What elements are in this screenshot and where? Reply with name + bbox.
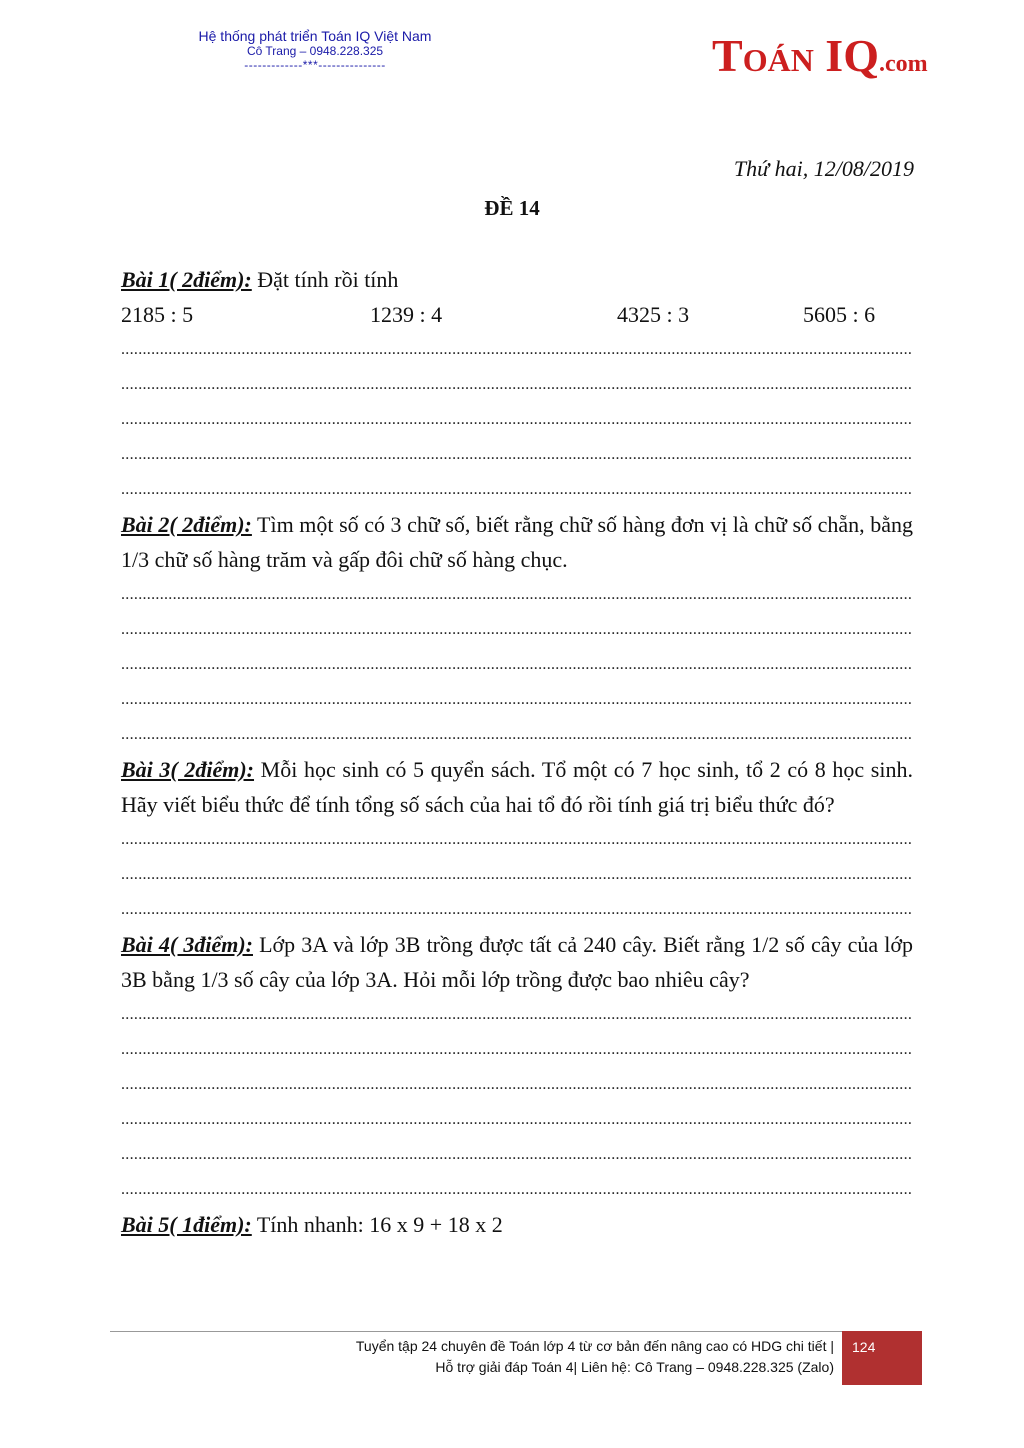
answer-line xyxy=(121,1102,913,1137)
problem-2 xyxy=(121,507,913,577)
answer-line xyxy=(121,472,913,507)
answer-line xyxy=(121,577,913,612)
calc-4: 5605 : 6 xyxy=(803,302,876,327)
footer-line-2: Hỗ trợ giải đáp Toán 4| Liên hệ: Cô Trang – 0948.228.325 (Zalo) xyxy=(435,1359,834,1375)
calc-2: 1239 : 4 xyxy=(370,302,443,327)
problem-3-text: Mỗi học sinh có 5 quyển sách. Tổ một có 7 học sinh, tổ 2 có 8 học sinh. Hãy viết biểu thức để tính tổng số sách của hai tổ đó rồi tính giá trị biểu thức đó? xyxy=(121,757,913,817)
answer-line xyxy=(121,857,913,892)
logo-dotcom: .com xyxy=(878,51,928,77)
answer-line xyxy=(121,822,913,857)
answer-line xyxy=(121,332,913,367)
logo-iq: IQ xyxy=(813,30,879,81)
exam-content xyxy=(121,262,913,1242)
page-number-box xyxy=(842,1331,922,1385)
answer-line xyxy=(121,1137,913,1172)
org-contact: Cô Trang – 0948.228.325 xyxy=(246,44,384,58)
calc-1: 2185 : 5 xyxy=(121,302,194,327)
problem-2-label: Bài 2( 2điểm): xyxy=(121,512,252,537)
page-number: 124 xyxy=(852,1339,876,1355)
logo-letter-t: T xyxy=(712,30,743,81)
footer-text xyxy=(356,1336,834,1378)
problem-3-label: Bài 3( 2điểm): xyxy=(121,757,255,782)
answer-line xyxy=(121,682,913,717)
answer-line xyxy=(121,437,913,472)
problem-4-label: Bài 4( 3điểm): xyxy=(121,932,253,957)
logo-oan: OÁN xyxy=(742,42,814,78)
answer-line xyxy=(121,892,913,927)
exam-date: Thứ hai, 12/08/2019 xyxy=(733,156,914,181)
problem-2-text: Tìm một số có 3 chữ số, biết rằng chữ số hàng đơn vị là chữ số chẵn, bằng 1/3 chữ số hàng trăm và gấp đôi chữ số hàng chục. xyxy=(121,512,913,572)
exam-title: ĐỀ 14 xyxy=(484,196,540,220)
header-organization xyxy=(150,28,480,72)
answer-line xyxy=(121,647,913,682)
problem-5-text: Tính nhanh: 16 x 9 + 18 x 2 xyxy=(251,1212,503,1237)
problem-5-label: Bài 5( 1điểm): xyxy=(121,1212,252,1237)
footer-divider xyxy=(110,1331,922,1332)
problem-1-calculations xyxy=(121,297,913,332)
problem-5 xyxy=(121,1207,913,1242)
header-separator: -------------***--------------- xyxy=(244,58,386,72)
problem-1-label: Bài 1( 2điểm): xyxy=(121,267,252,292)
toaniq-logo xyxy=(712,30,928,82)
problem-3 xyxy=(121,752,913,822)
answer-line xyxy=(121,402,913,437)
problem-1-text: Đặt tính rồi tính xyxy=(251,267,399,292)
problem-4-text: Lớp 3A và lớp 3B trồng được tất cả 240 cây. Biết rằng 1/2 số cây của lớp 3B bằng 1/3 số cây của lớp 3A. Hỏi mỗi lớp trồng được bao nhiêu cây? xyxy=(121,932,913,992)
answer-line xyxy=(121,1032,913,1067)
answer-line xyxy=(121,612,913,647)
problem-1 xyxy=(121,262,913,297)
org-name: Hệ thống phát triển Toán IQ Việt Nam xyxy=(198,28,432,44)
calc-3: 4325 : 3 xyxy=(617,302,690,327)
answer-line xyxy=(121,1067,913,1102)
answer-line xyxy=(121,717,913,752)
problem-4 xyxy=(121,927,913,997)
footer-line-1: Tuyển tập 24 chuyên đề Toán lớp 4 từ cơ bản đến nâng cao có HDG chi tiết | xyxy=(355,1338,834,1354)
answer-line xyxy=(121,367,913,402)
answer-line xyxy=(121,997,913,1032)
answer-line xyxy=(121,1172,913,1207)
